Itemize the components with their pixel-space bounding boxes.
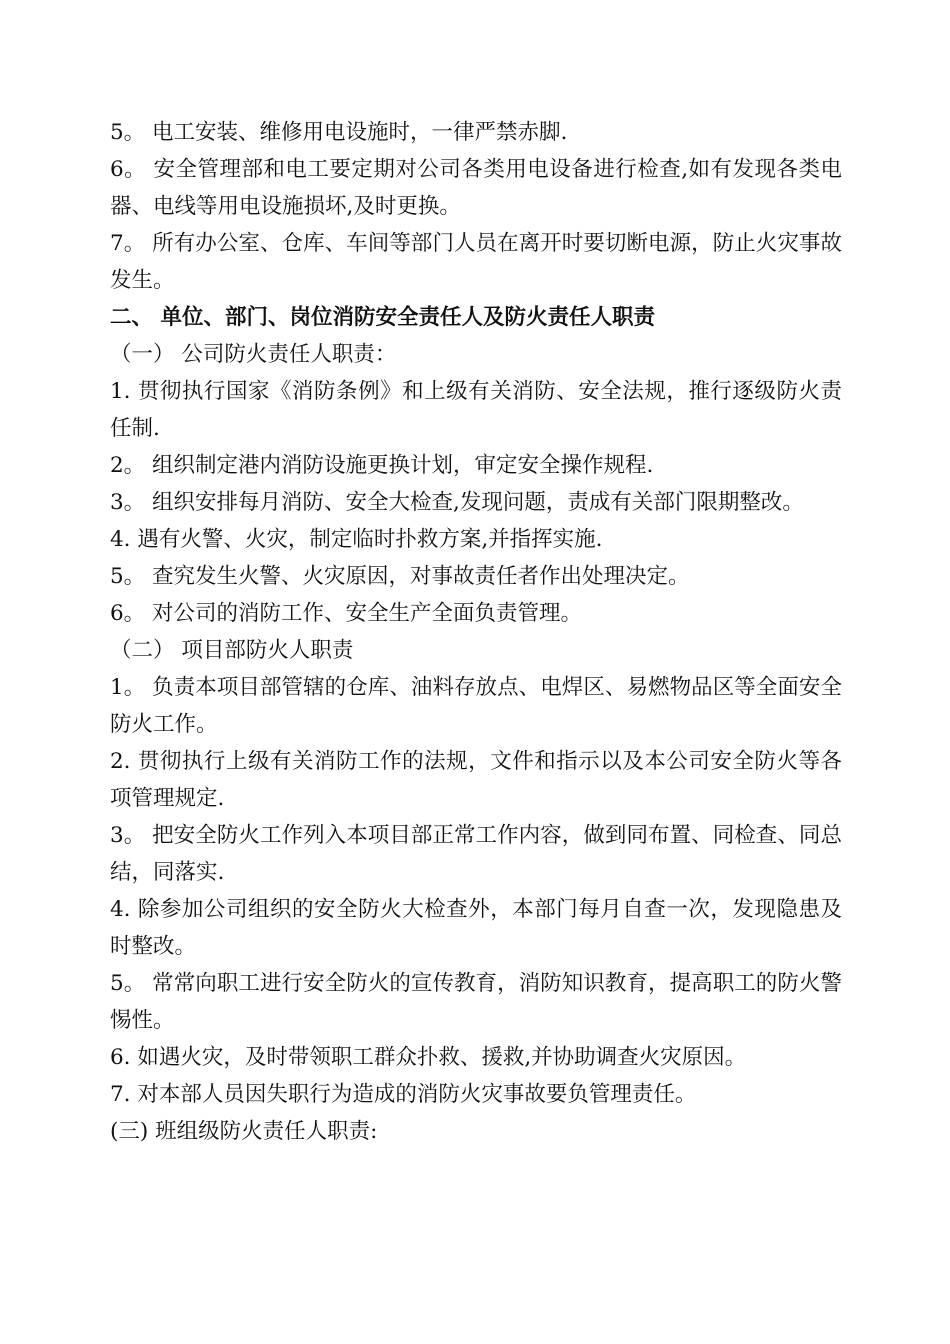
project-duty-6: 6. 如遇火灾，及时带领职工群众扑救、援救,并协助调查火灾原因。	[110, 1045, 747, 1070]
project-duty-2: 2. 贯彻执行上级有关消防工作的法规，文件和指示以及本公司安全防火等各项管理规定.	[110, 749, 842, 811]
company-duty-6: 6。 对公司的消防工作、安全生产全面负责管理。	[110, 601, 583, 626]
company-duty-2: 2。 组织制定港内消防设施更换计划，审定安全操作规程.	[110, 453, 654, 478]
project-duty-1: 1。 负责本项目部管辖的仓库、油料存放点、电焊区、易燃物品区等全面安全防火工作。	[110, 675, 842, 737]
paragraph-item-7-power-off: 7。 所有办公室、仓库、车间等部门人员在离开时要切断电源，防止火灾事故发生。	[110, 231, 842, 293]
project-duty-4: 4. 除参加公司组织的安全防火大检查外，本部门每月自查一次，发现隐患及时整改。	[110, 897, 842, 959]
paragraph-item-5-electrician: 5。 电工安装、维修用电设施时，一律严禁赤脚.	[110, 120, 568, 145]
project-duty-7: 7. 对本部人员因失职行为造成的消防火灾事故要负管理责任。	[110, 1082, 697, 1107]
project-duty-3: 3。 把安全防火工作列入本项目部正常工作内容，做到同布置、同检查、同总结，同落实.	[110, 823, 842, 885]
project-duty-5: 5。 常常向职工进行安全防火的宣传教育，消防知识教育，提高职工的防火警惕性。	[110, 971, 842, 1033]
paragraph-item-6-inspection: 6。 安全管理部和电工要定期对公司各类用电设备进行检查,如有发现各类电器、电线等用电设施损坏,及时更换。	[110, 157, 842, 219]
subsection-heading-3: (三) 班组级防火责任人职责:	[110, 1119, 378, 1144]
subsection-heading-1: （一） 公司防火责任人职责：	[110, 342, 397, 367]
company-duty-3: 3。 组织安排每月消防、安全大检查,发现问题，责成有关部门限期整改。	[110, 490, 804, 515]
company-duty-4: 4. 遇有火警、火灾，制定临时扑救方案,并指挥实施.	[110, 527, 603, 552]
document-page	[110, 114, 842, 1150]
section-heading-2: 二、 单位、部门、岗位消防安全责任人及防火责任人职责	[110, 305, 655, 330]
company-duty-5: 5。 查究发生火警、火灾原因，对事故责任者作出处理决定。	[110, 564, 690, 589]
company-duty-1: 1. 贯彻执行国家《消防条例》和上级有关消防、安全法规，推行逐级防火责任制.	[110, 379, 842, 441]
subsection-heading-2: （二） 项目部防火人职责	[110, 638, 354, 663]
